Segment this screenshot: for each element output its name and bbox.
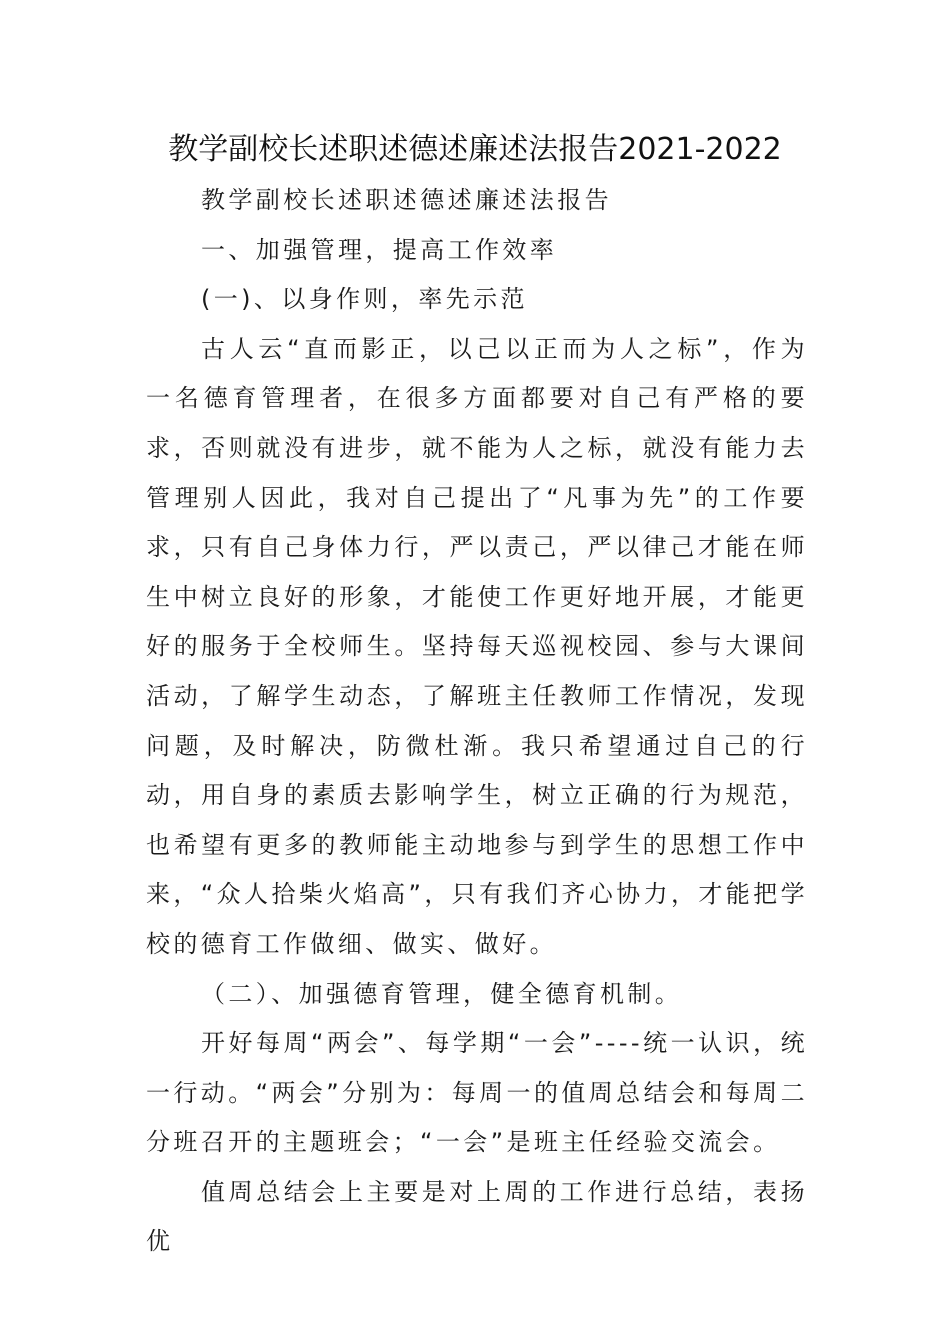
paragraph-report-heading: 教学副校长述职述德述廉述法报告 [201, 186, 612, 214]
document-title: 教学副校长述职述德述廉述法报告2021-2022 [168, 132, 782, 167]
paragraph-subsection-one-heading: (一)、以身作则，率先示范 [201, 285, 528, 314]
paragraph-body: 开好每周“两会”、每学期“一会”----统一认识，统一行动。“两会”分别为：每周一的值周总结会和每周二分班召开的主题班会；“一会”是班主任经验交流会。 [146, 1029, 808, 1157]
document-body [146, 176, 808, 1267]
paragraph-body: 古人云“直而影正，以己以正而为人之标”，作为一名德育管理者，在很多方面都要对自己有严格的要求，否则就没有进步，就不能为人之标，就没有能力去管理别人因此，我对自己提出了“凡事为先”的工作要求，只有自己身体力行，严以责己，严以律己才能在师生中树立良好的形象，才能使工作更好地开展，才能更好的服务于全校师生。坚持每天巡视校园、参与大课间活动，了解学生动态，了解班主任教师工作情况，发现问题，及时解决，防微杜渐。我只希望通过自己的行动，用自身的素质去影响学生，树立正确的行为规范，也希望有更多的教师能主动地参与到学生的思想工作中来，“众人拾柴火焰高”，只有我们齐心协力，才能把学校的德育工作做细、做实、做好。 [146, 334, 808, 958]
paragraph-section-one-heading: 一、加强管理，提高工作效率 [201, 235, 558, 264]
paragraph-subsection-two-heading: （二）、加强德育管理，健全德育机制。 [201, 979, 683, 1008]
paragraph-body: 值周总结会上主要是对上周的工作进行总结，表扬优 [146, 1177, 808, 1256]
